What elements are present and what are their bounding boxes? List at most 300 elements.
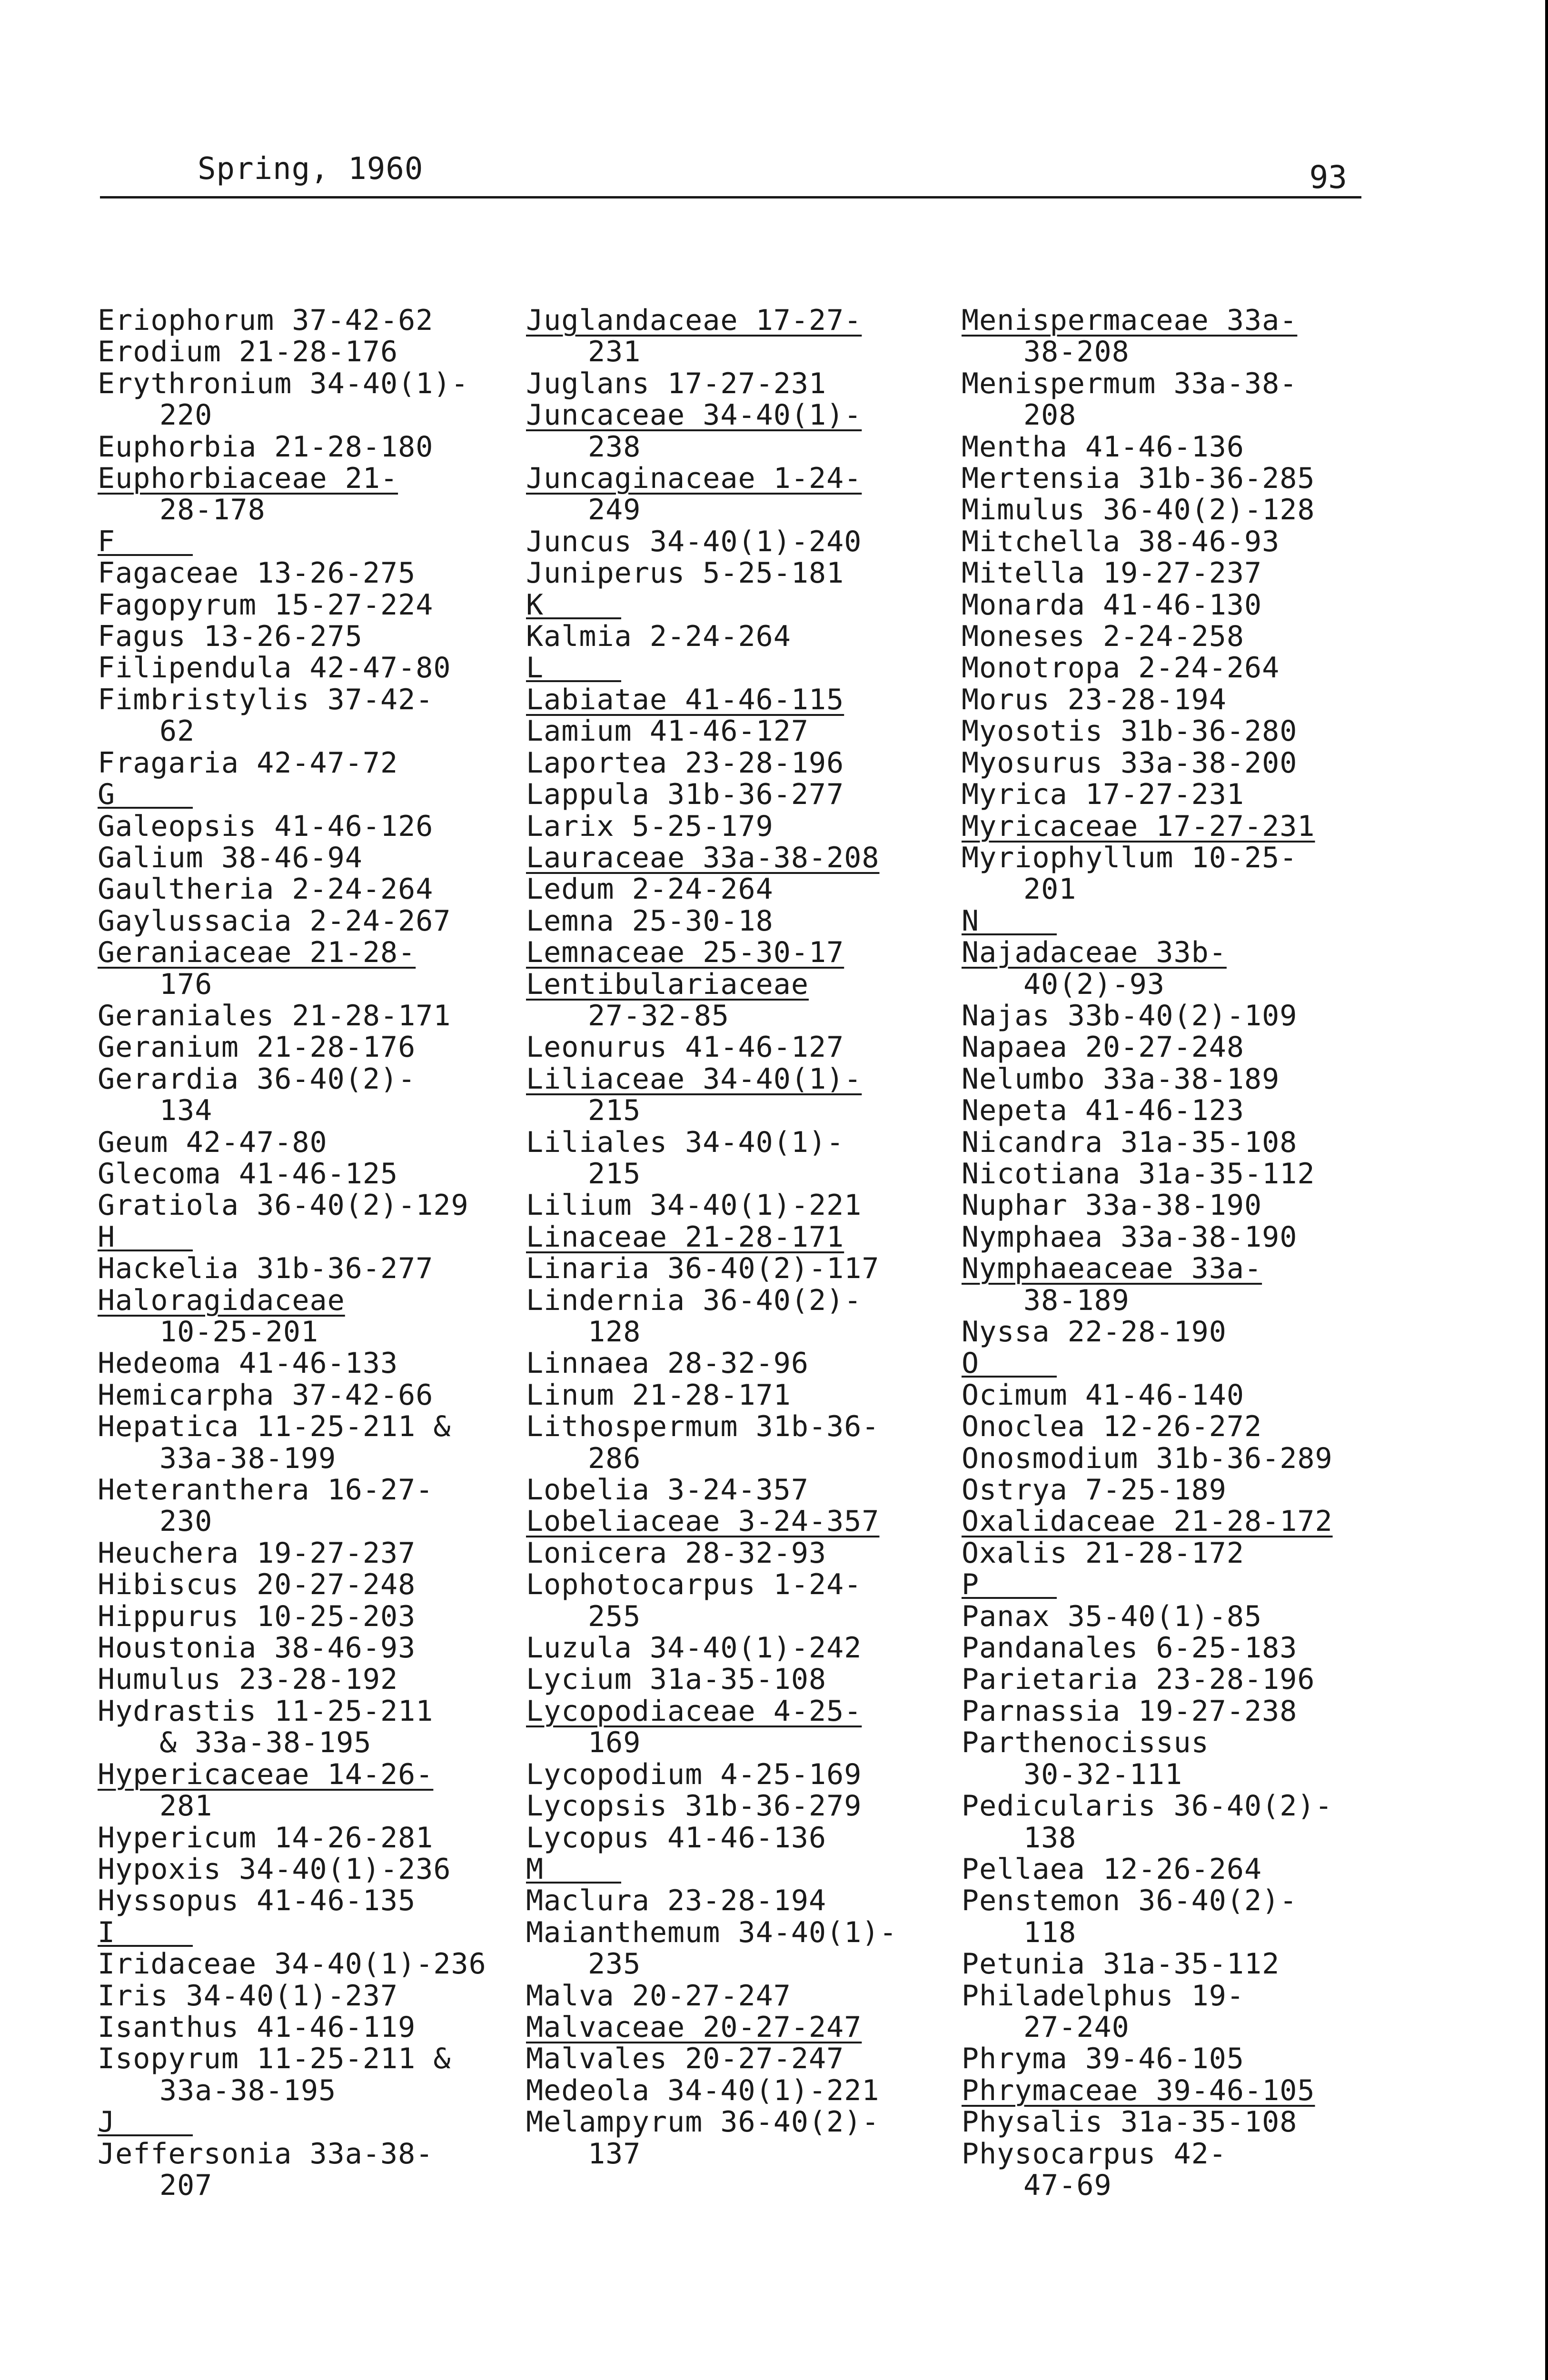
index-entry <box>98 368 526 399</box>
index-entry <box>98 1601 526 1632</box>
index-entry-text: Labiatae 41-46-115 <box>526 683 844 716</box>
index-entry-text: Petunia 31a-35-112 <box>962 1947 1280 1981</box>
index-entry-text: 249 <box>588 493 641 527</box>
index-entry <box>526 2043 954 2074</box>
index-entry <box>526 779 954 810</box>
index-entry-text: Lycopsis 31b-36-279 <box>526 1789 862 1823</box>
index-entry <box>98 557 526 589</box>
index-entry-text: Eriophorum 37-42-62 <box>98 304 434 337</box>
index-entry <box>526 1885 954 1916</box>
index-entry-continuation <box>98 2170 526 2201</box>
index-entry-text: Menispermum 33a-38- <box>962 367 1298 400</box>
index-entry <box>526 1031 954 1063</box>
section-letter <box>526 652 954 684</box>
index-entry-text: Glecoma 41-46-125 <box>98 1157 398 1190</box>
index-entry-continuation <box>526 1158 954 1190</box>
index-entry-text: G <box>98 782 193 809</box>
index-entry-continuation <box>98 1727 526 1758</box>
index-entry-text: Parnassia 19-27-238 <box>962 1694 1298 1728</box>
index-entry <box>962 937 1390 968</box>
index-entry-text: Lindernia 36-40(2)- <box>526 1283 862 1317</box>
index-entry <box>526 1506 954 1537</box>
index-entry-continuation <box>98 399 526 431</box>
index-entry-text: Lamium 41-46-127 <box>526 714 809 748</box>
index-entry <box>98 1474 526 1506</box>
index-entry-text: Medeola 34-40(1)-221 <box>526 2073 880 2107</box>
index-entry <box>526 1664 954 1695</box>
index-entry-text: Onoclea 12-26-272 <box>962 1410 1262 1444</box>
index-entry <box>526 1822 954 1854</box>
index-entry <box>962 1379 1390 1411</box>
index-entry-text: 33a-38-199 <box>159 1441 337 1475</box>
index-entry-text: Juglans 17-27-231 <box>526 367 827 400</box>
index-entry-text: Mitchella 38-46-93 <box>962 525 1280 558</box>
index-entry-text: Mentha 41-46-136 <box>962 430 1244 464</box>
index-entry-text: Linaceae 21-28-171 <box>526 1220 844 1254</box>
index-entry-text: J <box>98 2110 193 2136</box>
index-entry-text: Lemna 25-30-18 <box>526 904 774 938</box>
index-entry <box>98 1537 526 1569</box>
index-entry <box>962 811 1390 842</box>
index-entry <box>526 1980 954 2012</box>
index-entry-continuation <box>526 494 954 526</box>
index-entry <box>98 842 526 873</box>
index-entry <box>962 1790 1390 1822</box>
index-entry-text: 28-178 <box>159 493 266 527</box>
index-entry <box>98 684 526 715</box>
index-entry <box>98 589 526 621</box>
index-entry-continuation <box>526 1948 954 1980</box>
index-entry-text: Lycopodium 4-25-169 <box>526 1757 862 1791</box>
index-entry-text: 118 <box>1023 1915 1077 1949</box>
index-entry <box>962 1316 1390 1348</box>
section-letter <box>98 1917 526 1948</box>
index-entry <box>98 1632 526 1664</box>
index-entry <box>962 2138 1390 2170</box>
index-entry-text: 30-32-111 <box>1023 1757 1183 1791</box>
index-entry-continuation <box>962 1759 1390 1790</box>
index-entry <box>962 1727 1390 1758</box>
index-entry-continuation <box>98 1095 526 1126</box>
index-entry-continuation <box>962 1917 1390 1948</box>
index-entry <box>526 526 954 557</box>
index-entry-text: 27-240 <box>1023 2010 1130 2044</box>
index-entry <box>962 1158 1390 1190</box>
index-entry-continuation <box>526 1601 954 1632</box>
index-entry-text: Geum 42-47-80 <box>98 1125 327 1159</box>
index-entry <box>98 1190 526 1221</box>
index-entry-text: Linaria 36-40(2)-117 <box>526 1252 880 1286</box>
index-entry <box>962 1885 1390 1916</box>
index-entry-text: Laportea 23-28-196 <box>526 746 844 780</box>
index-entry-text: H <box>98 1225 193 1251</box>
index-entry-text: Maianthemum 34-40(1)- <box>526 1915 897 1949</box>
index-entry-text: M <box>526 1857 621 1884</box>
index-entry-text: Penstemon 36-40(2)- <box>962 1884 1298 1918</box>
index-entry <box>526 811 954 842</box>
index-entry-text: Napaea 20-27-248 <box>962 1031 1244 1064</box>
index-entry-text: Nuphar 33a-38-190 <box>962 1189 1262 1222</box>
index-entry <box>98 2138 526 2170</box>
index-entry <box>98 652 526 684</box>
index-entry <box>526 368 954 399</box>
index-entry <box>962 842 1390 873</box>
index-entry-text: Fagus 13-26-275 <box>98 620 363 654</box>
index-entry-continuation <box>98 1790 526 1822</box>
index-entry-text: Fragaria 42-47-72 <box>98 746 398 780</box>
index-entry-text: Malvaceae 20-27-247 <box>526 2010 862 2044</box>
index-entry-text: Leonurus 41-46-127 <box>526 1031 844 1064</box>
index-entry <box>98 1664 526 1695</box>
index-entry <box>98 1379 526 1411</box>
index-entry-text: Oxalidaceae 21-28-172 <box>962 1505 1333 1538</box>
index-entry <box>526 1537 954 1569</box>
index-entry-text: Lemnaceae 25-30-17 <box>526 936 844 970</box>
index-entry <box>98 621 526 652</box>
index-entry-text: Hyssopus 41-46-135 <box>98 1884 416 1918</box>
index-entry-text: 230 <box>159 1505 213 1538</box>
index-entry-text: Myrica 17-27-231 <box>962 778 1244 812</box>
index-entry-text: Parietaria 23-28-196 <box>962 1663 1315 1696</box>
index-entry <box>526 1285 954 1316</box>
index-entry-text: Mitella 19-27-237 <box>962 556 1262 590</box>
index-entry <box>98 1285 526 1316</box>
index-entry <box>98 1348 526 1379</box>
index-entry-text: Nicandra 31a-35-108 <box>962 1125 1298 1159</box>
index-entry <box>962 1221 1390 1253</box>
index-entry <box>98 1885 526 1916</box>
index-entry <box>962 1000 1390 1031</box>
index-entry <box>526 621 954 652</box>
index-entry-text: 40(2)-93 <box>1023 967 1165 1001</box>
index-entry-text: Nepeta 41-46-123 <box>962 1094 1244 1128</box>
index-entry-text: Filipendula 42-47-80 <box>98 651 451 685</box>
index-column-2 <box>526 305 954 2170</box>
index-entry-text: Geraniaceae 21-28- <box>98 936 416 970</box>
index-entry-text: Pandanales 6-25-183 <box>962 1631 1298 1665</box>
index-entry <box>962 557 1390 589</box>
index-entry-text: Juglandaceae 17-27- <box>526 304 862 337</box>
index-entry-continuation <box>962 336 1390 367</box>
index-entry-text: 201 <box>1023 873 1077 906</box>
index-entry-text: 286 <box>588 1441 641 1475</box>
index-entry-continuation <box>98 715 526 747</box>
index-entry <box>526 1348 954 1379</box>
index-entry <box>962 1980 1390 2012</box>
index-entry-continuation <box>962 2012 1390 2043</box>
index-entry-continuation <box>526 1443 954 1474</box>
index-entry <box>962 1095 1390 1126</box>
index-entry-text: Lauraceae 33a-38-208 <box>526 841 880 874</box>
index-entry <box>962 2043 1390 2074</box>
index-entry <box>526 1917 954 1948</box>
index-entry-text: Malvales 20-27-247 <box>526 2042 844 2076</box>
index-entry-text: Ocimum 41-46-140 <box>962 1378 1244 1412</box>
index-entry-text: Myriophyllum 10-25- <box>962 841 1298 874</box>
index-entry-text: Lilium 34-40(1)-221 <box>526 1189 862 1222</box>
section-letter <box>526 589 954 621</box>
index-entry <box>526 937 954 968</box>
index-entry <box>98 1031 526 1063</box>
index-entry <box>98 1854 526 1885</box>
index-entry <box>98 1569 526 1600</box>
index-entry-text: Menispermaceae 33a- <box>962 304 1298 337</box>
index-entry-continuation <box>98 969 526 1000</box>
index-entry <box>98 1158 526 1190</box>
index-entry-text: Nelumbo 33a-38-189 <box>962 1062 1280 1096</box>
index-entry <box>526 969 954 1000</box>
index-entry-text: Pedicularis 36-40(2)- <box>962 1789 1333 1823</box>
index-entry <box>962 715 1390 747</box>
index-entry <box>526 1253 954 1284</box>
index-entry <box>962 1664 1390 1695</box>
index-entry <box>98 747 526 779</box>
index-entry-continuation <box>962 969 1390 1000</box>
index-entry-text: Gratiola 36-40(2)-129 <box>98 1189 469 1222</box>
index-entry-text: Galeopsis 41-46-126 <box>98 809 434 843</box>
index-entry-continuation <box>526 1000 954 1031</box>
index-entry <box>962 1506 1390 1537</box>
index-entry <box>962 305 1390 336</box>
index-entry-text: 33a-38-195 <box>159 2073 337 2107</box>
section-letter <box>526 1854 954 1885</box>
index-entry-text: Physalis 31a-35-108 <box>962 2105 1298 2139</box>
index-entry <box>962 368 1390 399</box>
index-entry-continuation <box>962 1285 1390 1316</box>
index-entry <box>962 526 1390 557</box>
index-entry <box>526 305 954 336</box>
index-entry-continuation <box>98 1506 526 1537</box>
index-entry <box>962 1031 1390 1063</box>
index-entry-text: Myricaceae 17-27-231 <box>962 809 1315 843</box>
index-entry-text: Gerardia 36-40(2)- <box>98 1062 416 1096</box>
section-letter <box>962 1348 1390 1379</box>
index-entry-continuation <box>526 336 954 367</box>
index-entry-continuation <box>98 1443 526 1474</box>
index-entry-text: Hackelia 31b-36-277 <box>98 1252 434 1286</box>
index-entry-text: Humulus 23-28-192 <box>98 1663 398 1696</box>
index-entry-text: Juniperus 5-25-181 <box>526 556 844 590</box>
index-entry <box>526 463 954 494</box>
index-entry <box>98 463 526 494</box>
index-entry-text: Kalmia 2-24-264 <box>526 620 791 654</box>
index-entry-text: Houstonia 38-46-93 <box>98 1631 416 1665</box>
index-entry-text: Geranium 21-28-176 <box>98 1031 416 1064</box>
index-entry <box>98 2012 526 2043</box>
index-entry <box>98 1980 526 2012</box>
index-entry-text: Hippurus 10-25-203 <box>98 1599 416 1633</box>
index-entry-text: Lycium 31a-35-108 <box>526 1663 827 1696</box>
index-entry-text: 220 <box>159 398 213 432</box>
index-entry <box>962 431 1390 463</box>
index-entry-continuation <box>526 1095 954 1126</box>
index-entry-text: Lycopus 41-46-136 <box>526 1821 827 1854</box>
index-entry-text: 235 <box>588 1947 641 1981</box>
index-entry <box>526 2106 954 2138</box>
index-entry <box>962 2075 1390 2106</box>
index-entry-text: N <box>962 909 1057 935</box>
index-entry-text: 238 <box>588 430 641 464</box>
index-entry-text: Lobeliaceae 3-24-357 <box>526 1505 880 1538</box>
index-entry <box>526 715 954 747</box>
index-entry-text: Morus 23-28-194 <box>962 683 1227 716</box>
index-entry <box>962 652 1390 684</box>
index-entry <box>98 1063 526 1095</box>
index-entry-text: F <box>98 529 193 556</box>
index-entry-text: Oxalis 21-28-172 <box>962 1536 1244 1570</box>
index-entry <box>962 747 1390 779</box>
index-entry-continuation <box>98 494 526 526</box>
index-entry <box>526 399 954 431</box>
index-entry <box>98 1759 526 1790</box>
index-entry-text: Moneses 2-24-258 <box>962 620 1244 654</box>
index-entry-text: Linum 21-28-171 <box>526 1378 791 1412</box>
index-entry-text: Liliales 34-40(1)- <box>526 1125 844 1159</box>
index-entry-text: Hypericaceae 14-26- <box>98 1757 434 1791</box>
index-entry-text: Gaylussacia 2-24-267 <box>98 904 451 938</box>
index-entry <box>98 1411 526 1442</box>
index-column-1 <box>98 305 526 2201</box>
index-entry <box>526 1474 954 1506</box>
index-entry-text: 47-69 <box>1023 2168 1112 2202</box>
index-entry <box>98 1696 526 1727</box>
index-entry-text: 176 <box>159 967 213 1001</box>
index-entry-text: 138 <box>1023 1821 1077 1854</box>
index-entry-text: 27-32-85 <box>588 999 729 1032</box>
index-entry <box>526 2075 954 2106</box>
index-entry-text: P <box>962 1572 1057 1599</box>
index-entry-text: Hemicarpha 37-42-66 <box>98 1378 434 1412</box>
index-entry-text: Panax 35-40(1)-85 <box>962 1599 1262 1633</box>
index-entry <box>962 1948 1390 1980</box>
page-edge <box>1545 0 1548 2380</box>
index-entry <box>526 684 954 715</box>
index-entry-text: 207 <box>159 2168 213 2202</box>
index-entry-continuation <box>526 1316 954 1348</box>
index-entry-text: 10-25-201 <box>159 1315 319 1349</box>
index-entry <box>526 1127 954 1158</box>
index-entry-text: Liliaceae 34-40(1)- <box>526 1062 862 1096</box>
index-entry <box>98 2043 526 2074</box>
index-entry-text: Heuchera 19-27-237 <box>98 1536 416 1570</box>
index-entry <box>526 747 954 779</box>
section-letter <box>98 779 526 810</box>
index-entry-text: Physocarpus 42- <box>962 2137 1227 2171</box>
index-entry-text: Monotropa 2-24-264 <box>962 651 1280 685</box>
index-entry <box>526 1221 954 1253</box>
index-entry <box>526 2012 954 2043</box>
index-entry <box>962 1253 1390 1284</box>
index-entry <box>962 621 1390 652</box>
index-entry-text: Linnaea 28-32-96 <box>526 1347 809 1380</box>
index-entry-text: Fimbristylis 37-42- <box>98 683 434 716</box>
index-entry-text: Ledum 2-24-264 <box>526 873 774 906</box>
index-entry <box>962 463 1390 494</box>
index-entry <box>526 905 954 937</box>
index-entry <box>962 1632 1390 1664</box>
index-entry-text: Euphorbia 21-28-180 <box>98 430 434 464</box>
index-entry <box>962 1537 1390 1569</box>
section-letter <box>962 1569 1390 1600</box>
page-number: 93 <box>1309 159 1347 196</box>
index-entry <box>526 1790 954 1822</box>
index-entry <box>526 1379 954 1411</box>
index-entry-text: L <box>526 655 621 682</box>
index-entry <box>962 1601 1390 1632</box>
section-letter <box>98 526 526 557</box>
index-entry-text: Iris 34-40(1)-237 <box>98 1979 398 2013</box>
index-entry-text: Phrymaceae 39-46-105 <box>962 2073 1315 2107</box>
index-entry-text: Melampyrum 36-40(2)- <box>526 2105 880 2139</box>
index-entry <box>962 1063 1390 1095</box>
index-entry-continuation <box>962 1822 1390 1854</box>
index-entry-text: Parthenocissus <box>962 1726 1209 1760</box>
index-entry-text: Nymphaeaceae 33a- <box>962 1252 1262 1286</box>
index-entry-text: Lappula 31b-36-277 <box>526 778 844 812</box>
index-entry-text: 215 <box>588 1157 641 1190</box>
index-entry-text: Lobelia 3-24-357 <box>526 1473 809 1507</box>
index-entry <box>98 305 526 336</box>
index-entry-text: Najas 33b-40(2)-109 <box>962 999 1298 1032</box>
index-entry <box>526 1063 954 1095</box>
index-entry-text: Fagaceae 13-26-275 <box>98 556 416 590</box>
index-entry-text: 62 <box>159 714 195 748</box>
index-entry-text: Hepatica 11-25-211 & <box>98 1410 451 1444</box>
index-entry <box>962 1190 1390 1221</box>
running-head: Spring, 1960 <box>198 151 424 187</box>
index-entry-text: O <box>962 1351 1057 1378</box>
index-entry <box>98 1948 526 1980</box>
index-entry <box>962 2106 1390 2138</box>
index-entry-text: Nyssa 22-28-190 <box>962 1315 1227 1349</box>
index-entry-text: Geraniales 21-28-171 <box>98 999 451 1032</box>
index-entry-text: Erodium 21-28-176 <box>98 335 398 369</box>
index-entry-text: Lycopodiaceae 4-25- <box>526 1694 862 1728</box>
index-entry-text: Euphorbiaceae 21- <box>98 462 398 496</box>
index-entry <box>526 1632 954 1664</box>
index-entry-text: Jeffersonia 33a-38- <box>98 2137 434 2171</box>
index-entry <box>98 1253 526 1284</box>
index-entry-text: Maclura 23-28-194 <box>526 1884 827 1918</box>
index-entry <box>962 1411 1390 1442</box>
section-letter <box>98 2106 526 2138</box>
index-entry-text: Nicotiana 31a-35-112 <box>962 1157 1315 1190</box>
index-entry-text: Nymphaea 33a-38-190 <box>962 1220 1298 1254</box>
index-entry-text: K <box>526 593 621 619</box>
index-entry-text: 169 <box>588 1726 641 1760</box>
section-letter <box>98 1221 526 1253</box>
index-entry-text: 134 <box>159 1094 213 1128</box>
index-entry <box>526 1411 954 1442</box>
index-entry-text: 255 <box>588 1599 641 1633</box>
index-entry <box>98 905 526 937</box>
index-entry-text: Lonicera 28-32-93 <box>526 1536 827 1570</box>
index-entry-text: Iridaceae 34-40(1)-236 <box>98 1947 486 1981</box>
index-entry-text: Luzula 34-40(1)-242 <box>526 1631 862 1665</box>
index-entry-text: Monarda 41-46-130 <box>962 588 1262 622</box>
index-entry-text: Fagopyrum 15-27-224 <box>98 588 434 622</box>
index-entry <box>98 811 526 842</box>
index-entry <box>526 1759 954 1790</box>
index-entry <box>962 779 1390 810</box>
index-entry <box>98 431 526 463</box>
index-entry-text: Haloragidaceae <box>98 1283 345 1317</box>
index-entry-text: Onosmodium 31b-36-289 <box>962 1441 1333 1475</box>
index-entry-text: Mimulus 36-40(2)-128 <box>962 493 1315 527</box>
index-column-3 <box>962 305 1390 2201</box>
index-entry-text: Hedeoma 41-46-133 <box>98 1347 398 1380</box>
index-entry-continuation <box>526 2138 954 2170</box>
